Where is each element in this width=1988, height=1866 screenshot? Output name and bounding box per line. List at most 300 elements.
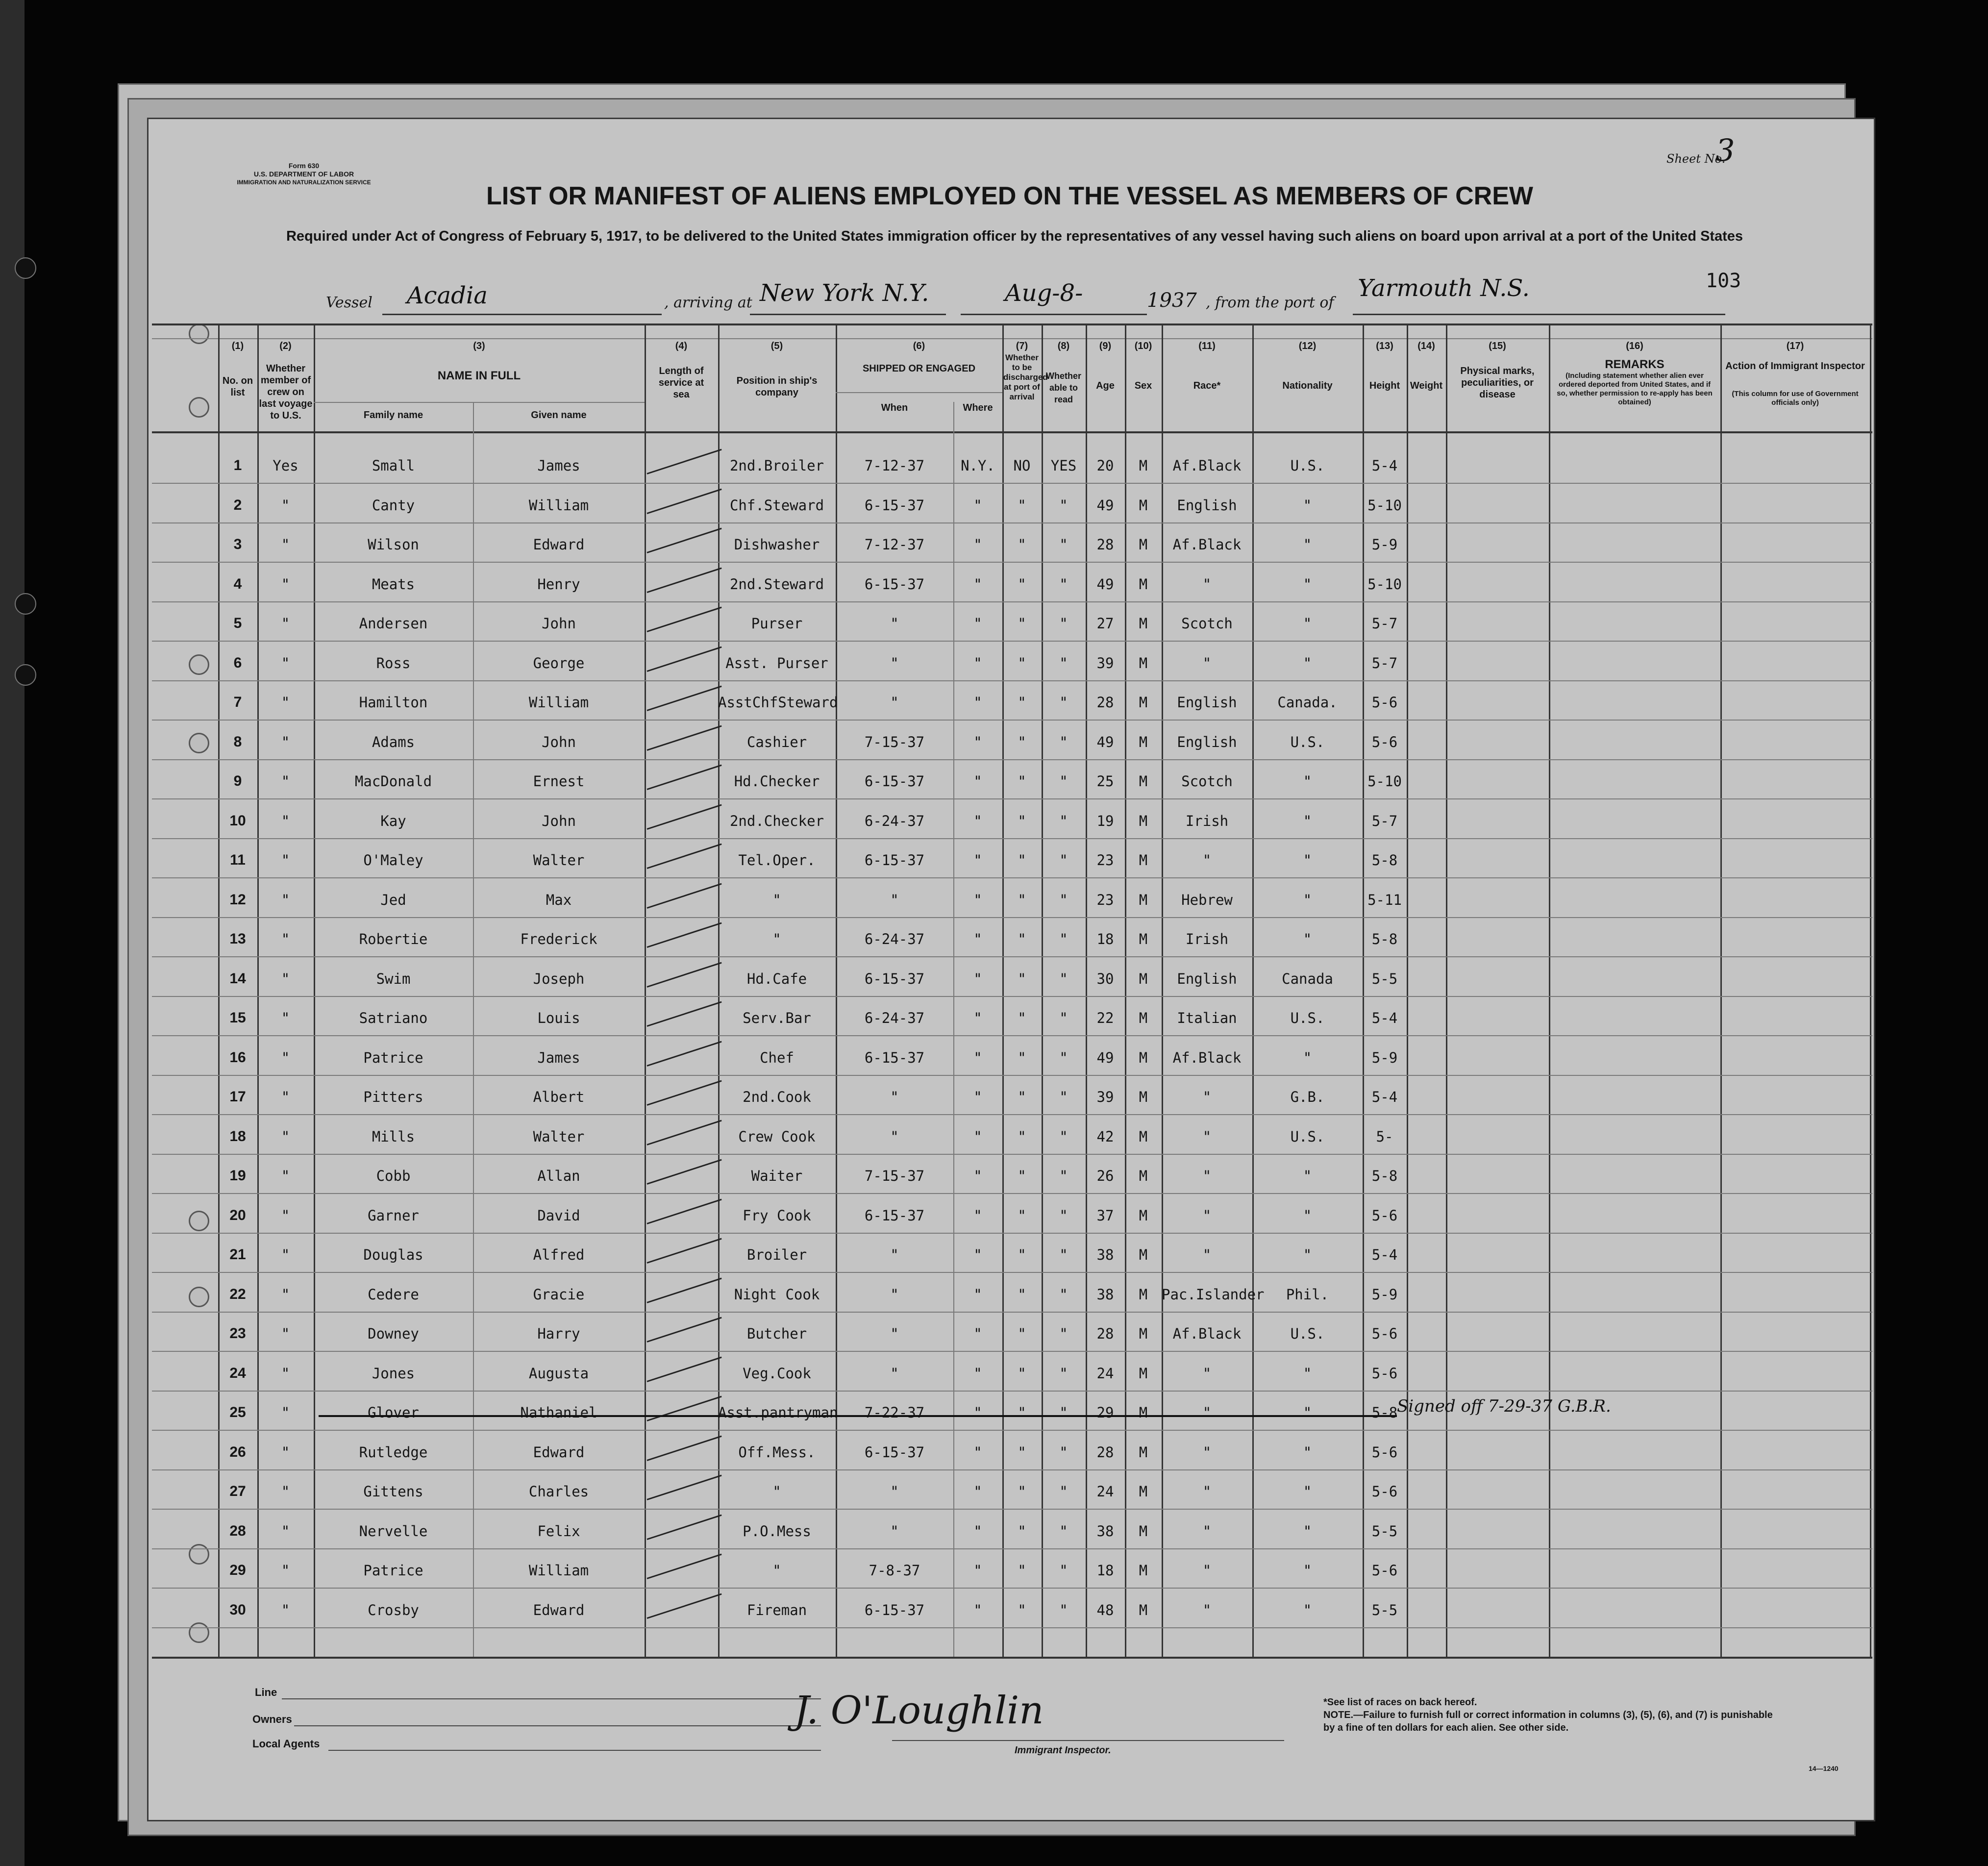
able-to-read-cell: " [1059,1365,1068,1382]
able-to-read-cell: " [1059,852,1068,869]
position-cell: Dishwasher [734,536,820,553]
shipped-where-cell: " [973,773,982,790]
age-cell: 49 [1096,1049,1114,1066]
discharged-cell: " [1018,575,1026,593]
shipped-where-cell: " [973,536,982,553]
position-cell: Waiter [751,1168,803,1184]
discharged-cell: " [1018,536,1026,553]
header-shipped-engaged: SHIPPED OR ENGAGED [862,363,976,374]
header-position: Position in ship's company [736,375,818,398]
row-rule [152,1272,1872,1273]
service-check-mark [647,922,722,948]
arrival-port: New York N.Y. [760,279,929,307]
height-cell: 5-6 [1371,733,1398,750]
position-cell: " [772,931,781,947]
shipped-where-cell: " [973,1483,982,1500]
family-name-cell: Jones [372,1365,415,1382]
table-row [152,922,1872,961]
age-cell: 24 [1096,1365,1114,1382]
header-physical-marks: Physical marks, peculiarities, or disease [1460,366,1535,400]
discharged-cell: " [1018,1365,1026,1382]
nationality-cell: U.S. [1290,1128,1325,1145]
shipped-where-cell: " [973,1246,982,1263]
able-to-read-cell: " [1059,1601,1068,1618]
header-height: Height [1369,380,1400,391]
height-cell: 5-7 [1371,812,1398,829]
department-name: U.S. DEPARTMENT OF LABOR [253,170,354,178]
previous-voyage-cell: " [281,1365,290,1382]
sex-cell: M [1139,733,1148,750]
table-row [152,1080,1872,1119]
row-rule [152,483,1872,484]
column-number: (3) [473,341,485,351]
age-cell: 42 [1096,1128,1114,1145]
nationality-cell: Phil. [1286,1286,1329,1303]
height-cell: 5-8 [1371,931,1398,947]
arriving-label: , arriving at [664,294,752,311]
row-rule [152,680,1872,681]
discharged-cell: " [1018,1207,1026,1224]
age-cell: 19 [1096,812,1114,829]
header-remarks: REMARKS [1605,358,1665,371]
previous-voyage-cell: " [281,1522,290,1540]
row-number: 27 [229,1483,246,1499]
family-name-cell: Pitters [363,1089,423,1105]
row-number: 9 [233,773,242,789]
height-cell: 5-5 [1371,1601,1398,1618]
family-name-cell: Satriano [359,1010,428,1026]
race-cell: " [1202,1601,1212,1618]
position-cell: 2nd.Checker [729,812,824,829]
height-cell: 5-6 [1371,1365,1398,1382]
age-cell: 28 [1096,694,1114,711]
row-number: 15 [229,1010,246,1026]
row-rule [152,917,1872,918]
family-name-cell: Swim [376,970,411,987]
discharged-cell: " [1018,1522,1026,1540]
position-cell: Hd.Checker [734,773,820,790]
nationality-cell: " [1303,852,1312,869]
nationality-cell: Canada. [1277,694,1338,711]
sex-cell: M [1139,1168,1148,1184]
sex-cell: M [1139,812,1148,829]
table-row [152,843,1872,882]
previous-voyage-cell: " [281,536,290,553]
previous-voyage-cell: " [281,1404,290,1421]
position-cell: Serv.Bar [743,1010,811,1026]
nationality-cell: " [1303,891,1312,908]
row-rule [152,1627,1872,1628]
row-rule [152,1114,1872,1115]
previous-voyage-cell: " [281,852,290,869]
shipped-when-cell: " [890,1365,899,1382]
header-race: Race* [1193,380,1221,391]
age-cell: 22 [1096,1010,1114,1026]
previous-voyage-cell: " [281,1128,290,1145]
able-to-read-cell: " [1059,1089,1068,1105]
race-cell: " [1202,1207,1212,1224]
discharged-cell: " [1018,1089,1026,1105]
nationality-cell: " [1303,1562,1312,1579]
nationality-cell: " [1303,812,1312,829]
shipped-where-cell: " [973,1207,982,1224]
column-number: (13) [1376,341,1393,351]
service-check-mark [647,488,722,514]
row-number: 24 [229,1365,246,1381]
line-field [282,1698,821,1699]
signature-line [892,1740,1284,1741]
date-underline [961,314,1147,315]
nationality-cell: " [1303,931,1312,947]
height-cell: 5-6 [1371,1207,1398,1224]
sheet-number: 3 [1715,132,1735,168]
family-name-cell: Robertie [359,931,428,947]
family-name-cell: Rutledge [359,1443,428,1461]
table-row [152,1277,1872,1317]
height-cell: 5-7 [1371,654,1398,672]
given-name-cell: Frederick [520,931,597,947]
position-cell: 2nd.Broiler [729,457,824,474]
family-name-cell: Downey [368,1325,419,1342]
previous-voyage-cell: " [281,575,290,593]
shipped-when-cell: 6-15-37 [864,1601,925,1618]
race-cell: English [1177,694,1237,711]
row-number: 5 [233,615,242,631]
local-agents-field [328,1750,821,1751]
table-row [152,1159,1872,1198]
row-rule [152,1548,1872,1549]
row-rule [152,562,1872,563]
shipped-when-cell: " [890,1246,899,1263]
shipped-where-cell: " [973,1522,982,1540]
shipped-where-cell: " [973,931,982,947]
able-to-read-cell: " [1059,1128,1068,1145]
given-name-cell: Henry [537,575,580,593]
given-name-cell: Joseph [533,970,585,987]
row-number: 23 [229,1325,246,1342]
header-nationality: Nationality [1282,380,1333,391]
row-number: 19 [229,1168,246,1184]
shipped-where-cell: " [973,1562,982,1579]
discharged-cell: " [1018,1168,1026,1184]
sex-cell: M [1139,1365,1148,1382]
row-number: 26 [229,1443,246,1460]
column-number: (8) [1057,341,1070,351]
previous-voyage-cell: " [281,497,290,514]
local-agents-label: Local Agents [252,1738,320,1750]
owners-label: Owners [252,1713,292,1725]
height-cell: 5-4 [1371,1246,1398,1263]
race-cell: Italian [1177,1010,1237,1026]
discharged-cell: " [1018,694,1026,711]
table-row [152,606,1872,646]
race-cell: Af.Black [1172,536,1242,553]
service-check-mark [647,962,722,987]
shipped-when-cell: 6-24-37 [864,931,925,947]
previous-voyage-cell: " [281,694,290,711]
sex-cell: M [1139,1483,1148,1500]
line-label: Line [255,1686,277,1698]
table-row [152,1474,1872,1514]
sex-cell: M [1139,1089,1148,1105]
race-cell: " [1202,1483,1212,1500]
shipped-where-cell: " [973,575,982,593]
row-rule [152,1588,1872,1589]
height-cell: 5-5 [1371,970,1398,987]
header-name-in-full: NAME IN FULL [437,369,521,382]
able-to-read-cell: " [1059,733,1068,750]
service-check-mark [647,1317,722,1343]
nationality-cell: " [1303,773,1312,790]
race-cell: Af.Black [1172,457,1242,474]
previous-voyage-cell: " [281,1049,290,1066]
service-check-mark [647,1396,722,1421]
shipped-when-cell: " [890,615,899,632]
position-cell: Purser [751,615,803,632]
nationality-cell: " [1303,575,1312,593]
nationality-cell: U.S. [1290,1325,1325,1342]
shipped-when-cell: 6-24-37 [864,1010,925,1026]
age-cell: 18 [1096,931,1114,947]
height-cell: 5-9 [1371,1049,1398,1066]
sex-cell: M [1139,931,1148,947]
able-to-read-cell: " [1059,891,1068,908]
nationality-cell: " [1303,1404,1312,1421]
service-check-mark [647,567,722,593]
discharged-cell: " [1018,1286,1026,1303]
service-check-mark [647,1277,722,1303]
service-check-mark [647,725,722,750]
race-cell: " [1202,575,1212,593]
row-rule [152,1351,1872,1352]
sex-cell: M [1139,1246,1148,1263]
shipped-when-cell: 7-12-37 [864,457,925,474]
shipped-when-cell: 6-15-37 [864,773,925,790]
able-to-read-cell: " [1059,1522,1068,1540]
header-sex: Sex [1134,380,1152,391]
height-cell: 5-11 [1367,891,1402,908]
column-number: (7) [1016,341,1028,351]
previous-voyage-cell: " [281,812,290,829]
name-subheader-rule [314,402,645,403]
row-number: 3 [233,536,242,552]
age-cell: 23 [1096,891,1114,908]
age-cell: 23 [1096,852,1114,869]
race-cell: English [1177,497,1237,514]
header-given-name: Given name [531,410,587,421]
service-check-mark [647,1001,722,1027]
table-row [152,1001,1872,1040]
able-to-read-cell: " [1059,1207,1068,1224]
race-cell: Irish [1185,931,1229,947]
discharged-cell: " [1018,1404,1026,1421]
row-rule [152,601,1872,602]
column-number: (12) [1298,341,1317,351]
age-cell: 38 [1096,1286,1114,1303]
discharged-cell: " [1018,1246,1026,1263]
table-border [152,323,1872,325]
row-rule [152,522,1872,523]
service-check-mark [647,1554,722,1579]
row-rule [152,1035,1872,1036]
shipped-when-cell: 6-15-37 [864,970,925,987]
header-length-of-service: Length of service at sea [658,366,704,400]
height-cell: 5-10 [1367,575,1402,593]
discharged-cell: " [1018,891,1026,908]
shipped-where-cell: " [973,1010,982,1026]
sheet-number-label: Sheet No. [1666,152,1726,166]
age-cell: 26 [1096,1168,1114,1184]
position-cell: " [772,891,781,908]
shipped-where-cell: " [973,1089,982,1105]
row-rule [152,1193,1872,1194]
row-rule [152,996,1872,997]
height-cell: 5-6 [1371,1562,1398,1579]
given-name-cell: Walter [533,1128,585,1145]
service-check-mark [647,1238,722,1264]
age-cell: 39 [1096,654,1114,672]
race-cell: " [1202,1089,1212,1105]
given-name-cell: Augusta [528,1365,589,1382]
discharged-cell: " [1018,1128,1026,1145]
position-cell: Off.Mess. [738,1443,816,1461]
previous-voyage-cell: " [281,1562,290,1579]
page-title: LIST OR MANIFEST OF ALIENS EMPLOYED ON THE VESSEL AS MEMBERS OF CREW [486,182,1533,210]
position-cell: " [772,1562,781,1579]
header-when: When [881,402,908,413]
table-row [152,764,1872,803]
crew-manifest-table [152,323,1872,1657]
race-cell: Scotch [1181,773,1233,790]
sex-cell: M [1139,1049,1148,1066]
able-to-read-cell: " [1059,931,1068,947]
given-name-cell: Nathaniel [520,1404,597,1421]
row-number: 14 [229,970,246,987]
row-rule [152,1233,1872,1234]
age-cell: 37 [1096,1207,1114,1224]
nationality-cell: " [1303,497,1312,514]
given-name-cell: Edward [533,1443,585,1461]
position-cell: Butcher [746,1325,807,1342]
able-to-read-cell: " [1059,575,1068,593]
nationality-cell: " [1303,1049,1312,1066]
family-name-cell: Glover [368,1404,419,1421]
race-cell: " [1202,1404,1212,1421]
table-row [152,1198,1872,1238]
family-name-cell: Nervelle [359,1522,428,1540]
header-previous-voyage: Whether member of crew on last voyage to U.S. [259,363,313,421]
row-rule [152,798,1872,799]
position-cell: Crew Cook [738,1128,816,1145]
shipped-when-cell: " [890,1089,899,1105]
header-inspector-note: (This column for use of Government officials only) [1732,390,1859,407]
age-cell: 48 [1096,1601,1114,1618]
race-cell: " [1202,1443,1212,1461]
age-cell: 30 [1096,970,1114,987]
column-number: (4) [675,341,688,351]
previous-voyage-cell: " [281,733,290,750]
family-name-cell: Patrice [363,1049,423,1066]
height-cell: 5-6 [1371,1325,1398,1342]
sex-cell: M [1139,1010,1148,1026]
family-name-cell: Patrice [363,1562,423,1579]
table-row [152,962,1872,1001]
race-cell: " [1202,1522,1212,1540]
nationality-cell: " [1303,1443,1312,1461]
shipped-where-cell: " [973,733,982,750]
row-number: 6 [233,654,242,671]
sex-cell: M [1139,694,1148,711]
shipped-when-cell: 6-15-37 [864,1443,925,1461]
table-row [152,1120,1872,1159]
family-name-cell: Cedere [368,1286,419,1303]
table-row [152,883,1872,922]
shipped-when-cell: " [890,1128,899,1145]
shipped-when-cell: 6-15-37 [864,575,925,593]
column-number: (2) [279,341,292,351]
previous-voyage-cell: Yes [273,457,298,474]
family-name-cell: Small [372,457,415,474]
header-weight: Weight [1410,380,1443,391]
table-bottom-rule [152,1657,1872,1659]
age-cell: 28 [1096,1325,1114,1342]
discharged-cell: " [1018,1483,1026,1500]
able-to-read-cell: " [1059,1562,1068,1579]
row-number: 2 [233,497,242,513]
family-name-cell: Gittens [363,1483,423,1500]
header-able-to-read: Whether able to read [1046,371,1081,404]
table-row [152,725,1872,764]
position-cell: Chef [760,1049,794,1066]
service-check-mark [647,1080,722,1106]
shipped-where-cell: " [973,1365,982,1382]
row-number: 16 [229,1049,246,1066]
given-name-cell: Harry [537,1325,580,1342]
service-check-mark [647,449,722,474]
row-number: 22 [229,1286,246,1302]
sex-cell: M [1139,575,1148,593]
able-to-read-cell: " [1059,1168,1068,1184]
table-row [152,488,1872,527]
age-cell: 18 [1096,1562,1114,1579]
service-check-mark [647,1159,722,1185]
header-where: Where [963,402,993,413]
row-rule [152,838,1872,839]
family-name-cell: Crosby [368,1601,419,1618]
page-subtitle: Required under Act of Congress of February 5, 1917, to be delivered to the United States immigration officer by the representatives of any vessel having such aliens on board upon arrival at a port of the United States [286,228,1743,244]
shipped-when-cell: " [890,654,899,672]
inspector-label: Immigrant Inspector. [1015,1745,1111,1756]
previous-voyage-cell: " [281,773,290,790]
service-check-mark [647,528,722,553]
sex-cell: M [1139,457,1148,474]
shipped-where-cell: " [973,1049,982,1066]
table-row [152,1238,1872,1277]
column-number: (11) [1198,341,1216,351]
height-cell: 5-4 [1371,1089,1398,1105]
shipped-when-cell: 6-15-37 [864,852,925,869]
able-to-read-cell: " [1059,536,1068,553]
form-number: Form 630 [288,162,320,170]
age-cell: 49 [1096,733,1114,750]
previous-voyage-cell: " [281,1010,290,1026]
family-name-cell: Meats [372,575,415,593]
shipped-subheader-rule [836,392,1002,393]
able-to-read-cell: " [1059,654,1068,672]
discharged-cell: NO [1013,457,1031,474]
family-name-cell: Jed [380,891,406,908]
race-cell: " [1202,1562,1212,1579]
